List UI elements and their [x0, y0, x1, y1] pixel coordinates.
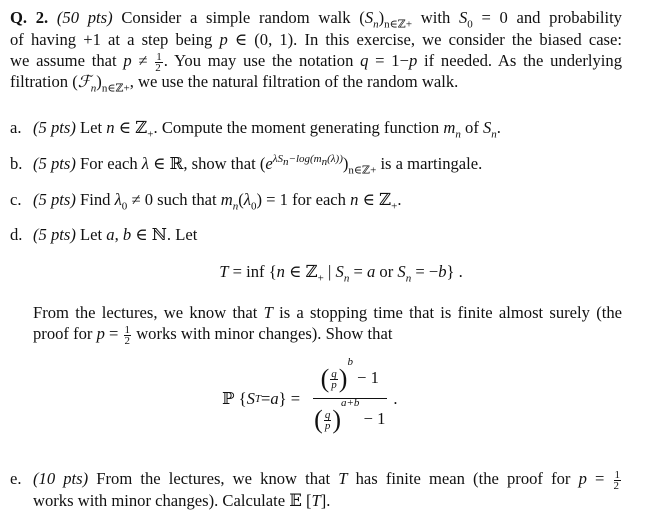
fraction-half — [614, 470, 622, 491]
numerator: 1 — [614, 468, 620, 481]
text: ) — [342, 154, 349, 173]
fraction-half — [155, 52, 163, 73]
math: n — [321, 156, 328, 169]
text: ) — [378, 8, 385, 27]
math: 0 — [250, 200, 257, 213]
math: p — [324, 419, 331, 432]
text: with — [412, 8, 459, 27]
part-e-line-1 — [33, 469, 622, 491]
math: m — [220, 190, 233, 209]
math: or — [375, 262, 398, 281]
math: m — [443, 118, 456, 137]
points: (5 pts) — [33, 190, 76, 209]
math: (λ)) — [327, 153, 343, 166]
math: T — [263, 303, 273, 322]
math: b — [347, 356, 353, 368]
math: = inf { — [228, 262, 277, 281]
text: ∈ ℝ, show that ( — [148, 154, 266, 173]
text: ]. — [320, 491, 331, 510]
text: ( — [238, 190, 244, 209]
text: Find — [75, 190, 115, 209]
part-c-text — [33, 190, 622, 213]
math: q — [331, 367, 337, 380]
intro-line-1 — [10, 8, 622, 31]
denominator: 2 — [124, 334, 131, 347]
math: S — [246, 388, 255, 408]
math: = − — [411, 262, 439, 281]
math: n — [491, 128, 497, 141]
text: . You may use the notation — [163, 51, 361, 70]
points: (5 pts) — [33, 118, 76, 137]
math: e — [265, 154, 273, 173]
math: + — [317, 272, 324, 285]
text: Let — [75, 118, 107, 137]
part-d-paragraph-1 — [33, 303, 622, 323]
math: + — [147, 128, 154, 141]
math: − 1 — [357, 368, 379, 387]
text: works with minor changes). Calculate 𝔼 [ — [33, 491, 312, 510]
text: Let — [75, 225, 107, 244]
math: ∈ ℤ — [114, 118, 148, 137]
math: b — [438, 262, 447, 281]
math: = — [349, 262, 367, 281]
probability-formula: ℙ { S T = a } = ( $\frac{q}{p}$ )$^b$ − 1 ( $\frac{q}{p}$ )$^{a+b}$ − 1 . — [222, 356, 398, 435]
text: we assume that — [10, 51, 124, 70]
text: From the lectures, we know that — [88, 469, 339, 488]
math: n — [106, 118, 115, 137]
math: + — [391, 200, 398, 213]
math: S — [335, 262, 344, 281]
denominator: ( $\frac{q}{p}$ )$^{a+b}$ − 1 — [314, 397, 386, 435]
part-a-text — [33, 118, 622, 141]
text: = — [586, 469, 613, 488]
math: n — [232, 200, 239, 213]
math: n — [343, 272, 350, 285]
math: T — [338, 469, 348, 488]
math: p — [96, 324, 105, 343]
points: (5 pts) — [33, 154, 76, 173]
math: a — [270, 388, 279, 408]
math: p — [408, 51, 418, 70]
math: p — [578, 469, 587, 488]
math: T — [219, 262, 229, 281]
text: of having +1 at a step being — [10, 30, 220, 49]
math: = — [261, 388, 271, 408]
text: From the lectures, we know that — [33, 303, 264, 322]
points: (5 pts) — [33, 225, 76, 244]
part-label: d. — [10, 225, 23, 244]
math: n — [283, 156, 289, 169]
math: 0 — [467, 18, 473, 31]
points: (10 pts) — [33, 469, 89, 488]
math: q — [360, 51, 369, 70]
question-number: Q. 2. — [10, 8, 49, 27]
points: (50 pts) — [56, 8, 113, 27]
stopping-time-equation — [0, 262, 662, 285]
text: ∈ (0, 1). In this exercise, we consider the biased case: — [227, 30, 622, 49]
intro-line-2 — [10, 30, 622, 50]
text: , — [114, 225, 123, 244]
math: q — [324, 408, 331, 421]
math: 0 — [121, 200, 128, 213]
math: n∈ℤ+ — [101, 82, 130, 95]
fraction — [306, 356, 393, 435]
text: . Compute the moment generating function — [153, 118, 444, 137]
math: ∈ ℤ — [284, 262, 318, 281]
math: n — [373, 18, 379, 31]
math: λS — [272, 153, 284, 166]
intro-line-3 — [10, 51, 622, 73]
text: , we use the natural filtration of the random walk. — [129, 72, 459, 91]
numerator: ( $\frac{q}{p}$ )$^b$ − 1 — [313, 362, 387, 399]
part-e-line-2 — [33, 491, 622, 511]
math: λ — [141, 154, 149, 173]
text: is a martingale. — [376, 154, 483, 173]
math: n — [455, 128, 461, 141]
denominator: 2 — [613, 479, 619, 492]
part-d-paragraph-2 — [33, 324, 622, 346]
math: S — [458, 8, 468, 27]
math: λ — [114, 190, 122, 209]
text: ∈ ℕ. Let — [131, 225, 198, 244]
math: ∈ ℤ — [358, 190, 392, 209]
text: . — [496, 118, 501, 137]
math: | — [323, 262, 336, 281]
math: p — [331, 378, 337, 391]
math: p — [219, 30, 228, 49]
text: of — [460, 118, 483, 137]
math: − 1 — [363, 409, 386, 429]
part-d-text — [33, 225, 622, 245]
math: } . — [446, 262, 463, 281]
math: −log(m — [288, 153, 322, 166]
math: a — [106, 225, 115, 244]
text: = 1− — [368, 51, 409, 70]
math: n — [90, 82, 97, 95]
math: b — [122, 225, 132, 244]
text: is a stopping time that is finite almost surely (the — [272, 303, 622, 322]
math: S — [364, 8, 374, 27]
math: } = — [278, 388, 301, 408]
text: . — [397, 190, 402, 209]
text: ) — [96, 72, 102, 91]
text: filtration ( — [10, 72, 78, 91]
math: a — [366, 262, 376, 281]
text: ≠ — [131, 51, 155, 70]
part-label: c. — [10, 190, 22, 209]
text: if needed. As the underlying — [417, 51, 622, 70]
text: Consider a simple random walk ( — [112, 8, 365, 27]
text: has finite mean (the proof for — [347, 469, 579, 488]
math: λ — [243, 190, 251, 209]
math: ℙ { — [222, 388, 247, 408]
math: S — [483, 118, 492, 137]
part-label: e. — [10, 469, 22, 488]
denominator: 2 — [155, 61, 161, 74]
text: works with minor changes). Show that — [132, 324, 393, 343]
text: proof for — [33, 324, 97, 343]
math: S — [397, 262, 406, 281]
text: ) = 1 for each — [256, 190, 351, 209]
text: ≠ 0 such that — [127, 190, 221, 209]
numerator: 1 — [156, 50, 162, 63]
part-label: b. — [10, 154, 23, 173]
math: n∈ℤ+ — [348, 164, 377, 177]
part-label: a. — [10, 118, 22, 137]
math: T — [311, 491, 321, 510]
math: . — [393, 388, 398, 408]
math: n — [276, 262, 285, 281]
math: p — [123, 51, 132, 70]
math: a+b — [341, 397, 360, 410]
intro-line-4 — [10, 72, 622, 95]
text: For each — [75, 154, 142, 173]
math: ℱ — [77, 72, 91, 91]
fraction-half — [124, 325, 132, 346]
math: n — [350, 190, 359, 209]
part-b-text — [33, 153, 622, 177]
math: n∈ℤ+ — [384, 18, 413, 31]
math: n — [405, 272, 412, 285]
text: = 0 and probability — [472, 8, 622, 27]
text: = — [104, 324, 123, 343]
numerator: 1 — [124, 323, 131, 336]
